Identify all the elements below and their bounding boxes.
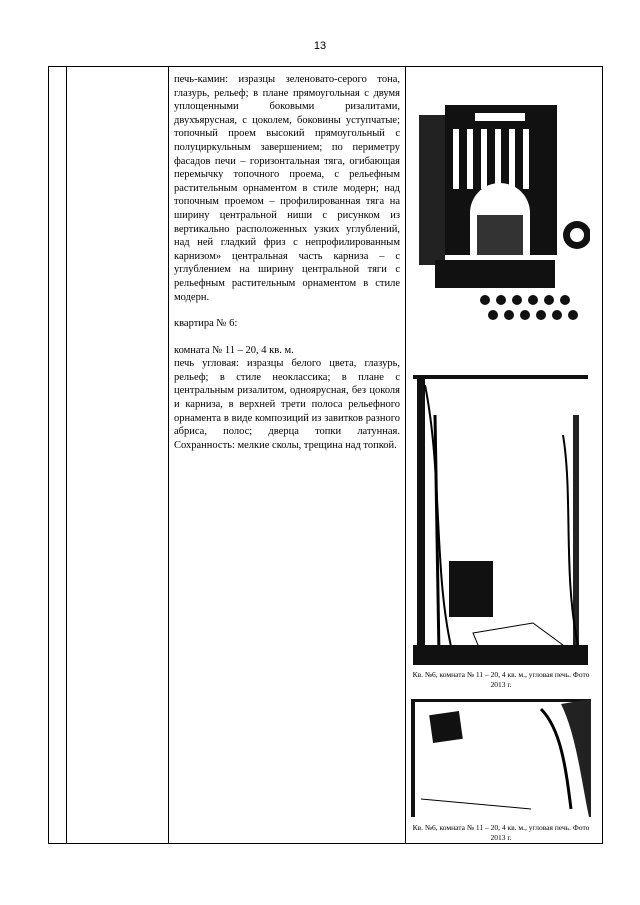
corner-stove-description: печь угловая: изразцы белого цвета, глазурь, рельеф; в стиле неоклассика; в плане с центральным ризалитом, одноярусная, без цоколя и карниза, в верхней трети полоса рельефного орнамента в виде композиций из завитков разного абриса, полос; дверца топки латунная. Сохранность: мелкие сколы, трещина над топкой. (174, 358, 400, 451)
apartment-heading: квартира № 6: (174, 318, 238, 330)
photo-caption-1: Кв. №6, комната № 11 – 20, 4 кв. м., угловая печь. Фото 2013 г. (412, 670, 590, 689)
page-number: 13 (313, 40, 327, 52)
stove-fireplace-photo (415, 95, 590, 327)
corner-stove-photo-2 (411, 699, 591, 817)
column-divider (168, 67, 169, 843)
photo-caption-2: Кв. №6, комната № 11 – 20, 4 кв. м., угловая печь. Фото 2013 г. (412, 823, 590, 842)
column-divider (405, 67, 406, 843)
corner-stove-photo-1 (413, 375, 588, 665)
description-column (174, 73, 400, 452)
column-divider (66, 67, 67, 843)
heritage-table (48, 66, 603, 844)
stove-fireplace-description: печь-камин: изразцы зеленовато-серого тона, глазурь, рельеф; в плане прямоугольная с двумя уплощенными боковыми ризалитами, двухъярусная, с цоколем, боковины уступчатые; топочный проем высокий прямоугольный с полуциркульным завершением; по периметру фасадов печи – горизонтальная тяга, огибающая перемычку топочного проема, с рельефным растительным орнаментом в стиле модерн; над топочным проемом – профилированная тяга на ширину центральной ниши с рисунком из вертикально расположенных узких углублений, над ней гладкий фриз с непрофилированным карнизом» центральная часть карниза – с углублением на ширину центральной тяги с рельефным растительным орнаментом в стиле модерн. (174, 74, 400, 303)
room-heading: комната № 11 – 20, 4 кв. м. (174, 344, 294, 356)
